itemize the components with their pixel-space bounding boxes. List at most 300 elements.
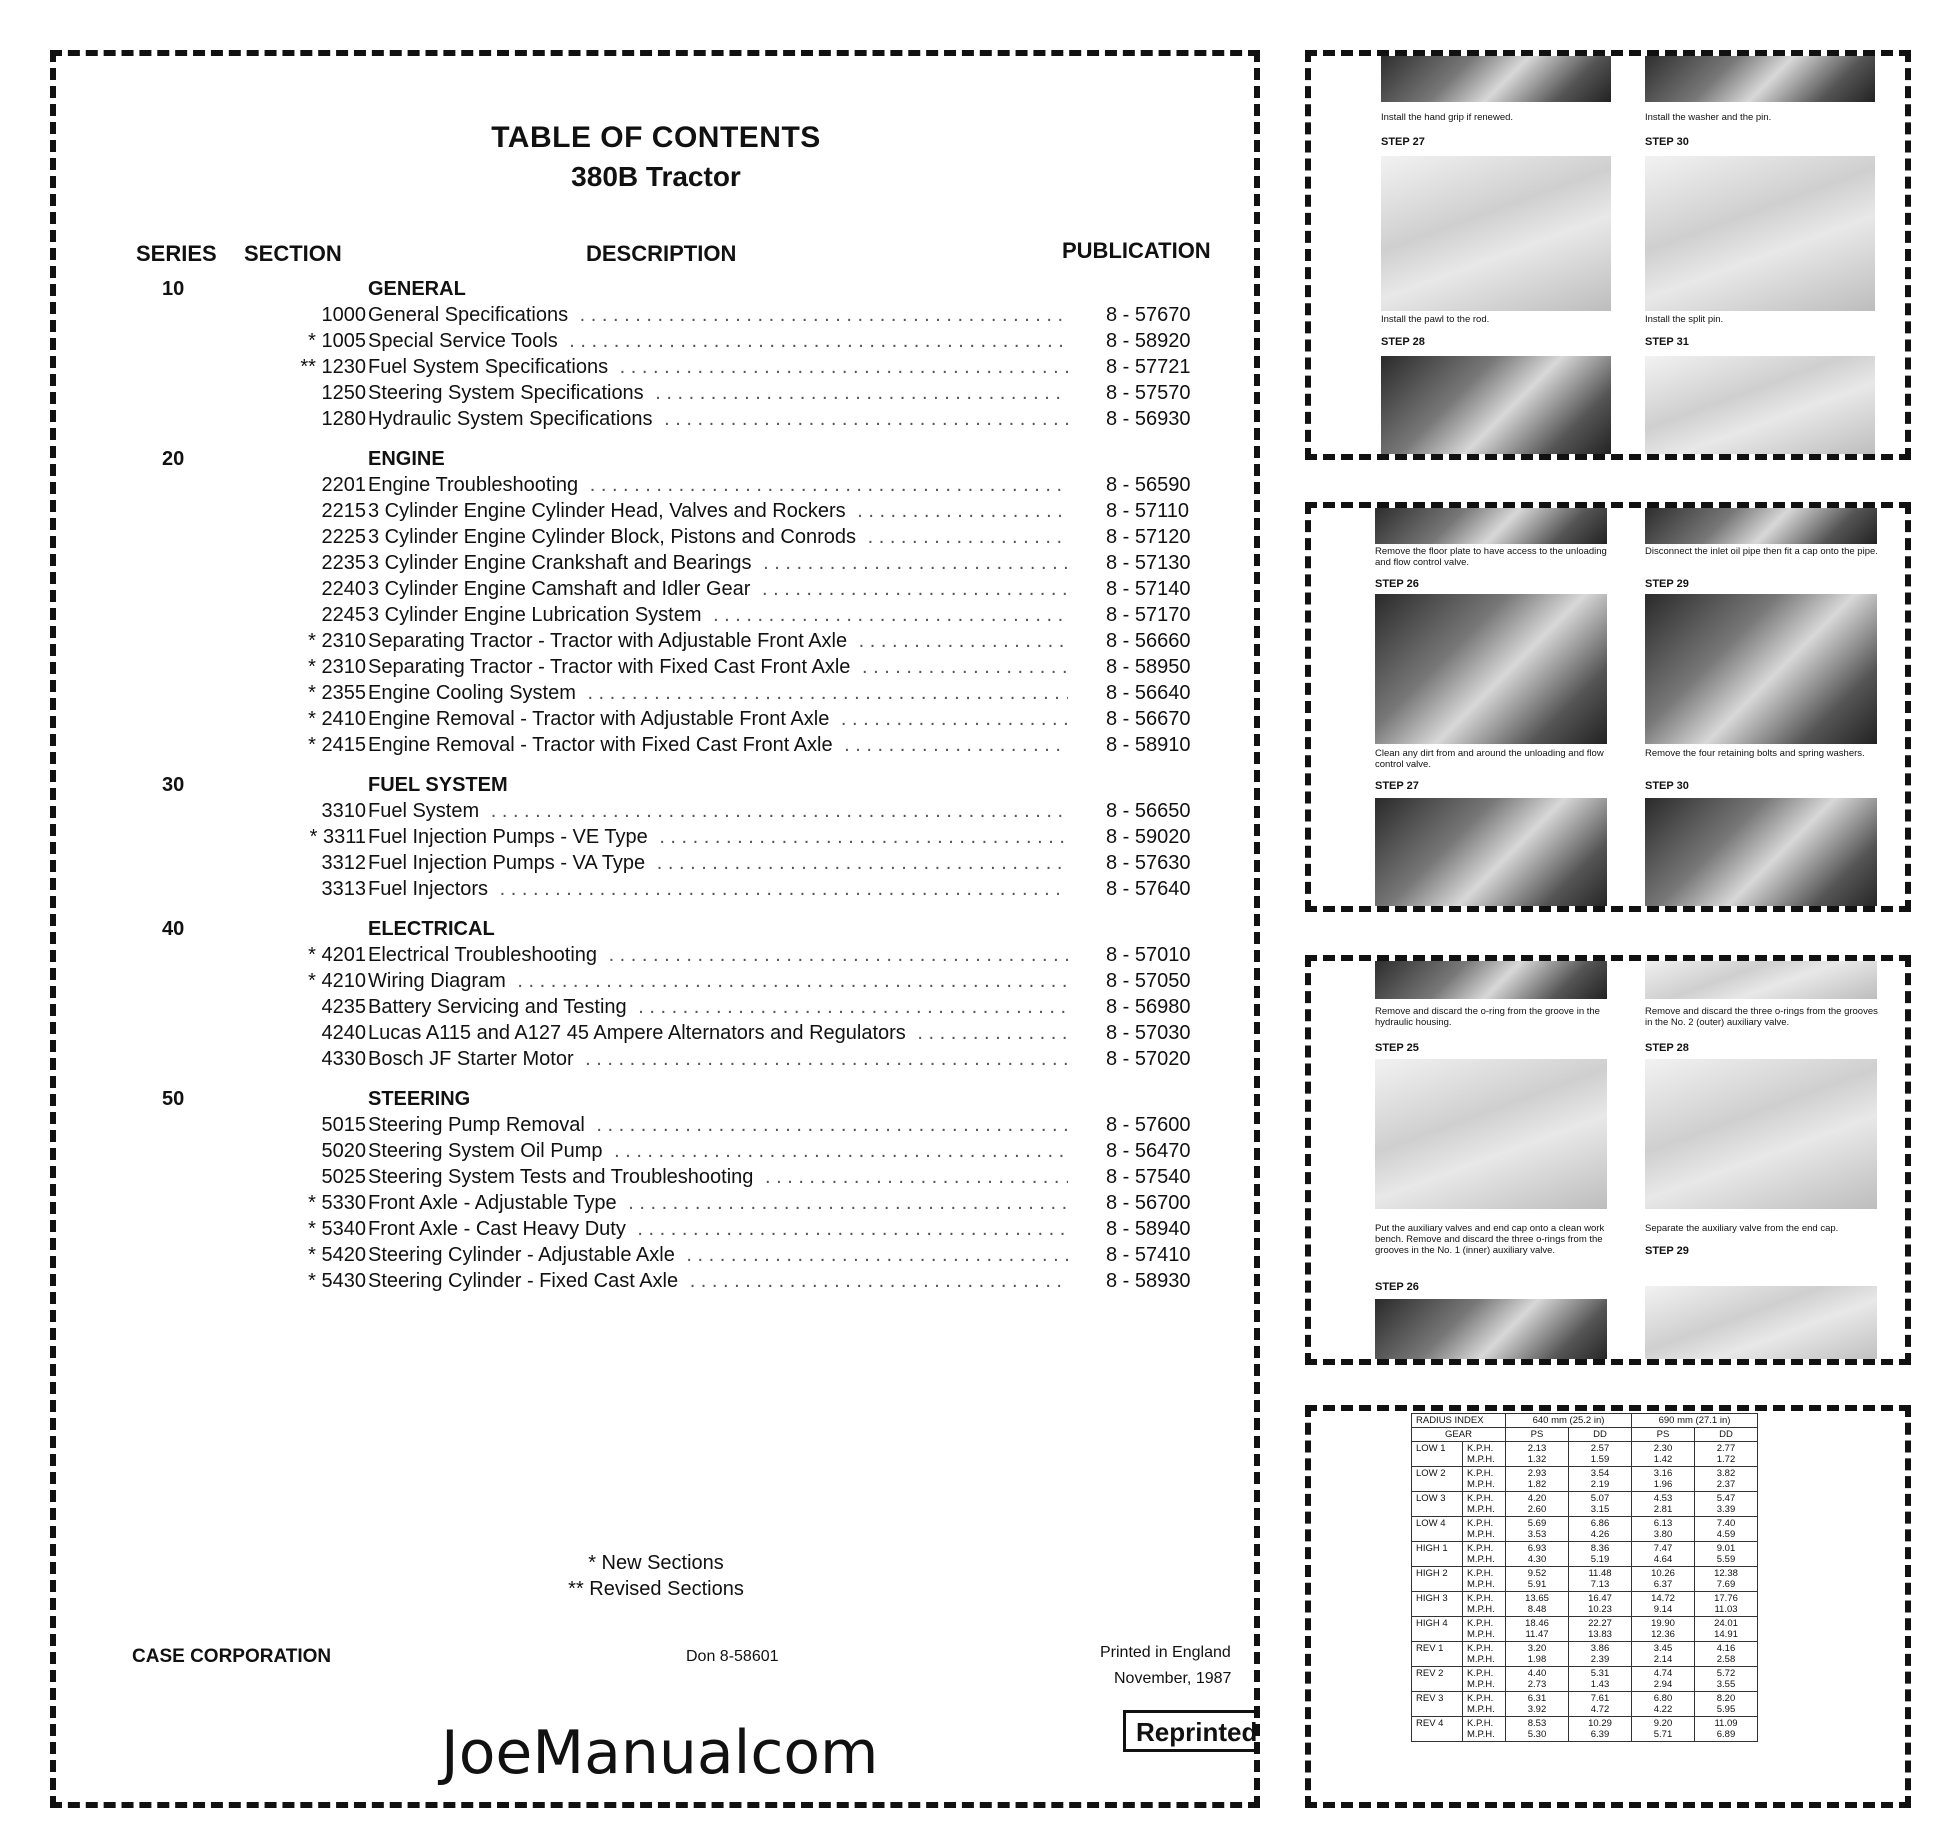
- step-label: STEP 29: [1645, 578, 1689, 590]
- b-ps-cell: [1632, 1467, 1695, 1492]
- toc-description: [368, 408, 1068, 431]
- speed-table-row: [1412, 1717, 1758, 1742]
- step-panel-2: [1305, 502, 1911, 912]
- a-dd-cell: [1569, 1542, 1632, 1567]
- a-ps-cell-value: 8.53: [1527, 1718, 1547, 1729]
- a-dd-cell: [1569, 1492, 1632, 1517]
- step-label: STEP 30: [1645, 136, 1689, 148]
- step-label: STEP 28: [1645, 1042, 1689, 1054]
- toc-section: 1000: [321, 304, 366, 326]
- toc-publication: 8 - 57600: [1106, 1114, 1191, 1136]
- a-ps-cell-value: 2.93: [1527, 1468, 1547, 1479]
- toc-series: 30: [162, 774, 185, 796]
- unit-cell-value: K.P.H.: [1467, 1543, 1494, 1554]
- toc-publication: 8 - 58950: [1106, 656, 1191, 678]
- toc-description-text: Steering Pump Removal: [368, 1114, 591, 1136]
- a-ps-cell: [1506, 1642, 1569, 1667]
- speed-table-row: [1412, 1592, 1758, 1617]
- a-dd-cell-value: 8.36: [1590, 1543, 1610, 1554]
- gear-cell: [1412, 1492, 1463, 1517]
- step-label: STEP 27: [1375, 780, 1419, 792]
- unit-cell-value: M.P.H.: [1467, 1579, 1495, 1590]
- step-caption: Remove the floor plate to have access to the unloading and flow control valve.: [1375, 546, 1607, 568]
- unit-cell-value: K.P.H.: [1467, 1593, 1494, 1604]
- b-ps-cell: [1632, 1592, 1695, 1617]
- step-caption: Separate the auxiliary valve from the end cap.: [1645, 1223, 1839, 1234]
- gear-cell: [1412, 1717, 1463, 1742]
- toc-section: 2240: [321, 578, 366, 600]
- toc-description-text: Steering System Specifications: [368, 382, 650, 404]
- toc-section: 4240: [321, 1022, 366, 1044]
- b-ps-cell-value: 3.45: [1653, 1643, 1673, 1654]
- a-dd-cell: [1569, 1642, 1632, 1667]
- unit-cell: [1463, 1717, 1506, 1742]
- step-photo: [1381, 356, 1611, 456]
- step-photo: [1381, 156, 1611, 311]
- a-ps-cell: [1506, 1717, 1569, 1742]
- b-dd-cell: [1695, 1717, 1758, 1742]
- step-photo: [1645, 356, 1875, 456]
- toc-section: * 2355: [308, 682, 366, 704]
- toc-description-text: Steering Cylinder - Adjustable Axle: [368, 1244, 681, 1266]
- unit-cell: [1463, 1542, 1506, 1567]
- speed-table-row: [1412, 1692, 1758, 1717]
- toc-section: * 4210: [308, 970, 366, 992]
- toc-description: [368, 1088, 1068, 1111]
- watermark: JoeManualcom: [441, 1718, 879, 1788]
- toc-publication: 8 - 57640: [1106, 878, 1191, 900]
- gear-cell: [1412, 1567, 1463, 1592]
- b-dd-cell-value: 2.58: [1716, 1654, 1736, 1665]
- toc-description-text: Battery Servicing and Testing: [368, 996, 633, 1018]
- b-dd-cell-value: 2.37: [1716, 1479, 1736, 1490]
- unit-cell-value: M.P.H.: [1467, 1679, 1495, 1690]
- toc-publication: 8 - 57721: [1106, 356, 1191, 378]
- b-ps-cell-value: 12.36: [1651, 1629, 1675, 1640]
- step-caption: Install the pawl to the rod.: [1381, 314, 1490, 325]
- speed-table-row: [1412, 1517, 1758, 1542]
- step-caption: Install the hand grip if renewed.: [1381, 112, 1514, 123]
- reprinted-stamp: Reprinted: [1123, 1710, 1258, 1752]
- b-dd-cell: [1695, 1692, 1758, 1717]
- unit-cell-value: M.P.H.: [1467, 1529, 1495, 1540]
- b-dd-cell: [1695, 1517, 1758, 1542]
- a-dd-cell-value: 4.72: [1590, 1704, 1610, 1715]
- b-dd-cell: [1695, 1492, 1758, 1517]
- b-dd-cell-value: 5.59: [1716, 1554, 1736, 1565]
- speed-table-row: [1412, 1542, 1758, 1567]
- a-dd-cell-value: 2.57: [1590, 1443, 1610, 1454]
- step-panel-1: [1305, 50, 1911, 460]
- toc-description: [368, 382, 1068, 405]
- a-ps-cell-value: 6.93: [1527, 1543, 1547, 1554]
- step-caption: Remove the four retaining bolts and spring washers.: [1645, 748, 1865, 759]
- toc-publication: 8 - 57130: [1106, 552, 1191, 574]
- a-ps-cell: [1506, 1692, 1569, 1717]
- b-ps-cell-value: 1.96: [1653, 1479, 1673, 1490]
- a-ps-cell-value: 11.47: [1525, 1629, 1549, 1640]
- toc-section: 5015: [321, 1114, 366, 1136]
- toc-description: [368, 918, 1068, 941]
- b-dd-cell-value: 3.55: [1716, 1679, 1736, 1690]
- step-caption: Put the auxiliary valves and end cap onto a clean work bench. Remove and discard the three o-rings from the grooves in the No. 1 (inner) auxiliary valve.: [1375, 1223, 1605, 1256]
- toc-publication: 8 - 57570: [1106, 382, 1191, 404]
- speed-table-row: [1412, 1567, 1758, 1592]
- unit-cell-value: M.P.H.: [1467, 1504, 1495, 1515]
- a-ps-cell-value: 18.46: [1525, 1618, 1549, 1629]
- toc-description: [368, 552, 1068, 575]
- b-ps-cell-value: 3.80: [1653, 1529, 1673, 1540]
- toc-description-text: Bosch JF Starter Motor: [368, 1048, 580, 1070]
- unit-cell-value: M.P.H.: [1467, 1654, 1495, 1665]
- toc-section: 3312: [321, 852, 366, 874]
- toc-publication: 8 - 57120: [1106, 526, 1191, 548]
- header-publication: PUBLICATION: [1062, 238, 1211, 263]
- gear-cell-value: LOW 4: [1416, 1518, 1446, 1529]
- gear-cell: [1412, 1542, 1463, 1567]
- unit-cell: [1463, 1592, 1506, 1617]
- a-dd-cell-value: 3.86: [1590, 1643, 1610, 1654]
- unit-cell-value: K.P.H.: [1467, 1693, 1494, 1704]
- b-dd-cell-value: 11.03: [1714, 1604, 1738, 1615]
- a-dd-cell-value: 2.39: [1590, 1654, 1610, 1665]
- a-ps-cell-value: 4.20: [1527, 1493, 1547, 1504]
- b-ps-cell-value: 4.64: [1653, 1554, 1673, 1565]
- unit-cell-value: M.P.H.: [1467, 1729, 1495, 1740]
- speed-table-panel: [1305, 1405, 1911, 1808]
- a-dd-cell: [1569, 1617, 1632, 1642]
- toc-publication: 8 - 59020: [1106, 826, 1191, 848]
- toc-publication: 8 - 57140: [1106, 578, 1191, 600]
- toc-description-text: Steering System Tests and Troubleshooting: [368, 1166, 759, 1188]
- a-ps-cell-value: 1.98: [1527, 1654, 1547, 1665]
- a-ps-cell-value: 5.69: [1527, 1518, 1547, 1529]
- toc-description: [368, 852, 1068, 875]
- a-dd-cell: [1569, 1717, 1632, 1742]
- b-ps-cell-value: 1.42: [1653, 1454, 1673, 1465]
- toc-section: 2225: [321, 526, 366, 548]
- unit-cell: [1463, 1667, 1506, 1692]
- a-ps-cell-value: 9.52: [1527, 1568, 1547, 1579]
- toc-title: TABLE OF CONTENTS: [491, 121, 821, 154]
- dd-header: DD: [1569, 1428, 1632, 1442]
- step-label: STEP 25: [1375, 1042, 1419, 1054]
- a-dd-cell-value: 2.19: [1590, 1479, 1610, 1490]
- speed-table: [1411, 1413, 1758, 1742]
- toc-publication: 8 - 57050: [1106, 970, 1191, 992]
- b-ps-cell: [1632, 1567, 1695, 1592]
- a-ps-cell-value: 1.82: [1527, 1479, 1547, 1490]
- unit-cell: [1463, 1517, 1506, 1542]
- step-photo: [1375, 594, 1607, 744]
- b-dd-cell-value: 3.39: [1716, 1504, 1736, 1515]
- footer-company: CASE CORPORATION: [132, 1646, 332, 1667]
- toc-description-text: Front Axle - Cast Heavy Duty: [368, 1218, 632, 1240]
- toc-publication: 8 - 56980: [1106, 996, 1191, 1018]
- unit-cell: [1463, 1617, 1506, 1642]
- toc-publication: 8 - 57030: [1106, 1022, 1191, 1044]
- b-dd-cell: [1695, 1642, 1758, 1667]
- b-ps-cell-value: 6.13: [1653, 1518, 1673, 1529]
- b-ps-cell: [1632, 1617, 1695, 1642]
- a-dd-cell-value: 6.39: [1590, 1729, 1610, 1740]
- toc-publication: 8 - 57540: [1106, 1166, 1191, 1188]
- b-ps-cell: [1632, 1517, 1695, 1542]
- toc-description-text: Engine Removal - Tractor with Fixed Cast Front Axle: [368, 734, 839, 756]
- gear-cell: [1412, 1692, 1463, 1717]
- gear-cell-value: LOW 1: [1416, 1443, 1446, 1454]
- gear-cell-value: REV 3: [1416, 1693, 1444, 1704]
- a-dd-cell: [1569, 1567, 1632, 1592]
- a-ps-cell-value: 4.30: [1527, 1554, 1547, 1565]
- toc-description: [368, 970, 1068, 993]
- gear-cell: [1412, 1592, 1463, 1617]
- toc-description: [368, 304, 1068, 327]
- b-dd-cell: [1695, 1442, 1758, 1467]
- a-ps-cell: [1506, 1667, 1569, 1692]
- toc-description-text: Wiring Diagram: [368, 970, 512, 992]
- step-label: STEP 26: [1375, 578, 1419, 590]
- toc-publication: 8 - 57170: [1106, 604, 1191, 626]
- toc-section: 3310: [321, 800, 366, 822]
- gear-cell: [1412, 1517, 1463, 1542]
- gear-cell-value: LOW 2: [1416, 1468, 1446, 1479]
- a-ps-cell: [1506, 1542, 1569, 1567]
- unit-cell: [1463, 1442, 1506, 1467]
- a-dd-cell-value: 22.27: [1588, 1618, 1612, 1629]
- toc-section: 4235: [321, 996, 366, 1018]
- b-ps-cell: [1632, 1442, 1695, 1467]
- unit-cell-value: M.P.H.: [1467, 1454, 1495, 1465]
- toc-description: [368, 526, 1068, 549]
- toc-section: * 2415: [308, 734, 366, 756]
- b-dd-cell-value: 12.38: [1714, 1568, 1738, 1579]
- b-dd-cell: [1695, 1592, 1758, 1617]
- gear-cell-value: HIGH 2: [1416, 1568, 1448, 1579]
- toc-section: * 2410: [308, 708, 366, 730]
- step-label: STEP 28: [1381, 336, 1425, 348]
- b-ps-cell: [1632, 1717, 1695, 1742]
- b-ps-cell-value: 10.26: [1651, 1568, 1675, 1579]
- a-dd-cell: [1569, 1692, 1632, 1717]
- b-ps-cell-value: 9.14: [1653, 1604, 1673, 1615]
- step-label: STEP 26: [1375, 1281, 1419, 1293]
- b-ps-cell-value: 2.30: [1653, 1443, 1673, 1454]
- b-dd-cell: [1695, 1467, 1758, 1492]
- toc-description: [368, 1022, 1068, 1045]
- toc-publication: 8 - 57630: [1106, 852, 1191, 874]
- toc-section: ** 1230: [300, 356, 366, 378]
- speed-table-row: [1412, 1617, 1758, 1642]
- b-ps-cell-value: 2.81: [1653, 1504, 1673, 1515]
- b-dd-cell: [1695, 1567, 1758, 1592]
- unit-cell-value: K.P.H.: [1467, 1518, 1494, 1529]
- toc-section: * 1005: [308, 330, 366, 352]
- toc-description-text: Fuel System Specifications: [368, 356, 614, 378]
- a-ps-cell-value: 3.92: [1527, 1704, 1547, 1715]
- b-ps-cell-value: 19.90: [1651, 1618, 1675, 1629]
- step-label: STEP 29: [1645, 1245, 1689, 1257]
- step-photo: [1645, 1286, 1877, 1365]
- b-ps-cell-value: 14.72: [1651, 1593, 1675, 1604]
- step-caption: Remove and discard the o-ring from the groove in the hydraulic housing.: [1375, 1006, 1600, 1028]
- toc-publication: 8 - 58930: [1106, 1270, 1191, 1292]
- b-dd-cell-value: 14.91: [1714, 1629, 1738, 1640]
- toc-description: [368, 878, 1068, 901]
- toc-description-text: Lucas A115 and A127 45 Ampere Alternators and Regulators: [368, 1022, 912, 1044]
- unit-cell: [1463, 1567, 1506, 1592]
- b-ps-cell-value: 4.22: [1653, 1704, 1673, 1715]
- unit-cell: [1463, 1692, 1506, 1717]
- b-dd-cell-value: 7.69: [1716, 1579, 1736, 1590]
- toc-series: 50: [162, 1088, 185, 1110]
- toc-description: [368, 1270, 1068, 1293]
- toc-section: * 5430: [308, 1270, 366, 1292]
- b-dd-cell-value: 5.72: [1716, 1668, 1736, 1679]
- toc-section: 5025: [321, 1166, 366, 1188]
- b-dd-cell-value: 2.77: [1716, 1443, 1736, 1454]
- toc-publication: 8 - 56670: [1106, 708, 1191, 730]
- b-ps-cell-value: 2.14: [1653, 1654, 1673, 1665]
- step-photo: [1645, 156, 1875, 311]
- toc-publication: 8 - 56700: [1106, 1192, 1191, 1214]
- a-dd-cell-value: 3.54: [1590, 1468, 1610, 1479]
- b-ps-cell: [1632, 1692, 1695, 1717]
- step-photo: [1375, 1299, 1607, 1365]
- toc-section: 2245: [321, 604, 366, 626]
- gear-cell-value: REV 4: [1416, 1718, 1444, 1729]
- b-dd-cell-value: 8.20: [1716, 1693, 1736, 1704]
- toc-description-text: Engine Cooling System: [368, 682, 582, 704]
- unit-cell-value: M.P.H.: [1467, 1554, 1495, 1565]
- unit-cell: [1463, 1642, 1506, 1667]
- step-photo: [1381, 50, 1611, 102]
- toc-description-text: GENERAL: [368, 278, 466, 300]
- toc-section: 1250: [321, 382, 366, 404]
- toc-description: [368, 996, 1068, 1019]
- toc-description: [368, 604, 1068, 627]
- toc-description-text: Front Axle - Adjustable Type: [368, 1192, 623, 1214]
- footer-printed: Printed in England: [1100, 1644, 1231, 1661]
- a-dd-cell-value: 7.61: [1590, 1693, 1610, 1704]
- toc-description: [368, 944, 1068, 967]
- step-photo: [1645, 798, 1877, 912]
- gear-cell-value: LOW 3: [1416, 1493, 1446, 1504]
- step-caption: Clean any dirt from and around the unloading and flow control valve.: [1375, 748, 1604, 770]
- toc-publication: 8 - 57020: [1106, 1048, 1191, 1070]
- toc-description-text: 3 Cylinder Engine Camshaft and Idler Gear: [368, 578, 756, 600]
- gear-header: GEAR: [1412, 1428, 1506, 1442]
- toc-description-text: 3 Cylinder Engine Cylinder Block, Pistons and Conrods: [368, 526, 862, 548]
- a-ps-cell-value: 3.20: [1527, 1643, 1547, 1654]
- toc-description: [368, 774, 1068, 797]
- a-ps-cell-value: 2.13: [1527, 1443, 1547, 1454]
- b-ps-cell-value: 6.80: [1653, 1693, 1673, 1704]
- toc-description-text: Engine Removal - Tractor with Adjustable Front Axle: [368, 708, 835, 730]
- b-ps-cell-value: 3.16: [1653, 1468, 1673, 1479]
- step-caption: Install the split pin.: [1645, 314, 1724, 325]
- toc-publication: 8 - 56660: [1106, 630, 1191, 652]
- step-label: STEP 31: [1645, 336, 1689, 348]
- toc-section: * 5420: [308, 1244, 366, 1266]
- toc-publication: 8 - 56640: [1106, 682, 1191, 704]
- toc-series: 20: [162, 448, 185, 470]
- unit-cell-value: M.P.H.: [1467, 1629, 1495, 1640]
- a-dd-cell: [1569, 1667, 1632, 1692]
- b-ps-cell: [1632, 1642, 1695, 1667]
- toc-description-text: Separating Tractor - Tractor with Fixed Cast Front Axle: [368, 656, 856, 678]
- step-photo: [1375, 504, 1607, 544]
- toc-section: 5020: [321, 1140, 366, 1162]
- b-dd-cell-value: 1.72: [1716, 1454, 1736, 1465]
- toc-description: [368, 1166, 1068, 1189]
- a-ps-cell-value: 4.40: [1527, 1668, 1547, 1679]
- toc-description: [368, 1048, 1068, 1071]
- step-caption: Disconnect the inlet oil pipe then fit a cap onto the pipe.: [1645, 546, 1878, 557]
- a-dd-cell: [1569, 1442, 1632, 1467]
- toc-section: * 4201: [308, 944, 366, 966]
- b-ps-cell-value: 4.53: [1653, 1493, 1673, 1504]
- b-dd-cell-value: 9.01: [1716, 1543, 1736, 1554]
- b-dd-cell-value: 5.95: [1716, 1704, 1736, 1715]
- toc-description-text: Steering System Oil Pump: [368, 1140, 609, 1162]
- speed-table-row: [1412, 1467, 1758, 1492]
- gear-cell-value: REV 2: [1416, 1668, 1444, 1679]
- toc-description-text: Fuel Injection Pumps - VE Type: [368, 826, 654, 848]
- toc-section: * 3311: [309, 826, 366, 848]
- toc-description: [368, 1114, 1068, 1137]
- b-ps-cell-value: 7.47: [1653, 1543, 1673, 1554]
- toc-description: [368, 1218, 1068, 1241]
- b-ps-cell-value: 6.37: [1653, 1579, 1673, 1590]
- a-dd-cell-value: 10.23: [1588, 1604, 1612, 1615]
- b-dd-cell: [1695, 1667, 1758, 1692]
- toc-description: [368, 1140, 1068, 1163]
- toc-section: 4330: [321, 1048, 366, 1070]
- toc-publication: 8 - 57110: [1106, 500, 1190, 522]
- radius-index-label: RADIUS INDEX: [1412, 1414, 1506, 1428]
- a-dd-cell-value: 7.13: [1590, 1579, 1610, 1590]
- step-photo: [1645, 504, 1877, 544]
- gear-cell-value: HIGH 1: [1416, 1543, 1448, 1554]
- a-dd-cell-value: 5.31: [1590, 1668, 1610, 1679]
- unit-cell-value: K.P.H.: [1467, 1443, 1494, 1454]
- toc-section: 2201: [321, 474, 366, 496]
- step-photo: [1375, 1059, 1607, 1209]
- speed-table-row: [1412, 1642, 1758, 1667]
- b-dd-cell: [1695, 1617, 1758, 1642]
- footer-date: November, 1987: [1114, 1670, 1232, 1687]
- toc-publication: 8 - 56650: [1106, 800, 1191, 822]
- a-dd-cell-value: 3.15: [1590, 1504, 1610, 1515]
- header-description: DESCRIPTION: [586, 241, 737, 266]
- a-ps-cell: [1506, 1592, 1569, 1617]
- gear-cell: [1412, 1667, 1463, 1692]
- speed-table-row: [1412, 1442, 1758, 1467]
- toc-publication: 8 - 56930: [1106, 408, 1191, 430]
- a-dd-cell-value: 10.29: [1588, 1718, 1612, 1729]
- toc-description-text: 3 Cylinder Engine Lubrication System: [368, 604, 708, 626]
- b-dd-cell-value: 24.01: [1714, 1618, 1738, 1629]
- unit-cell-value: K.P.H.: [1467, 1718, 1494, 1729]
- unit-cell-value: K.P.H.: [1467, 1468, 1494, 1479]
- b-ps-cell-value: 9.20: [1653, 1718, 1673, 1729]
- toc-publication: 8 - 58910: [1106, 734, 1191, 756]
- a-dd-cell-value: 4.26: [1590, 1529, 1610, 1540]
- dd-header: DD: [1695, 1428, 1758, 1442]
- a-ps-cell: [1506, 1467, 1569, 1492]
- footer-don: Don 8-58601: [686, 1648, 779, 1665]
